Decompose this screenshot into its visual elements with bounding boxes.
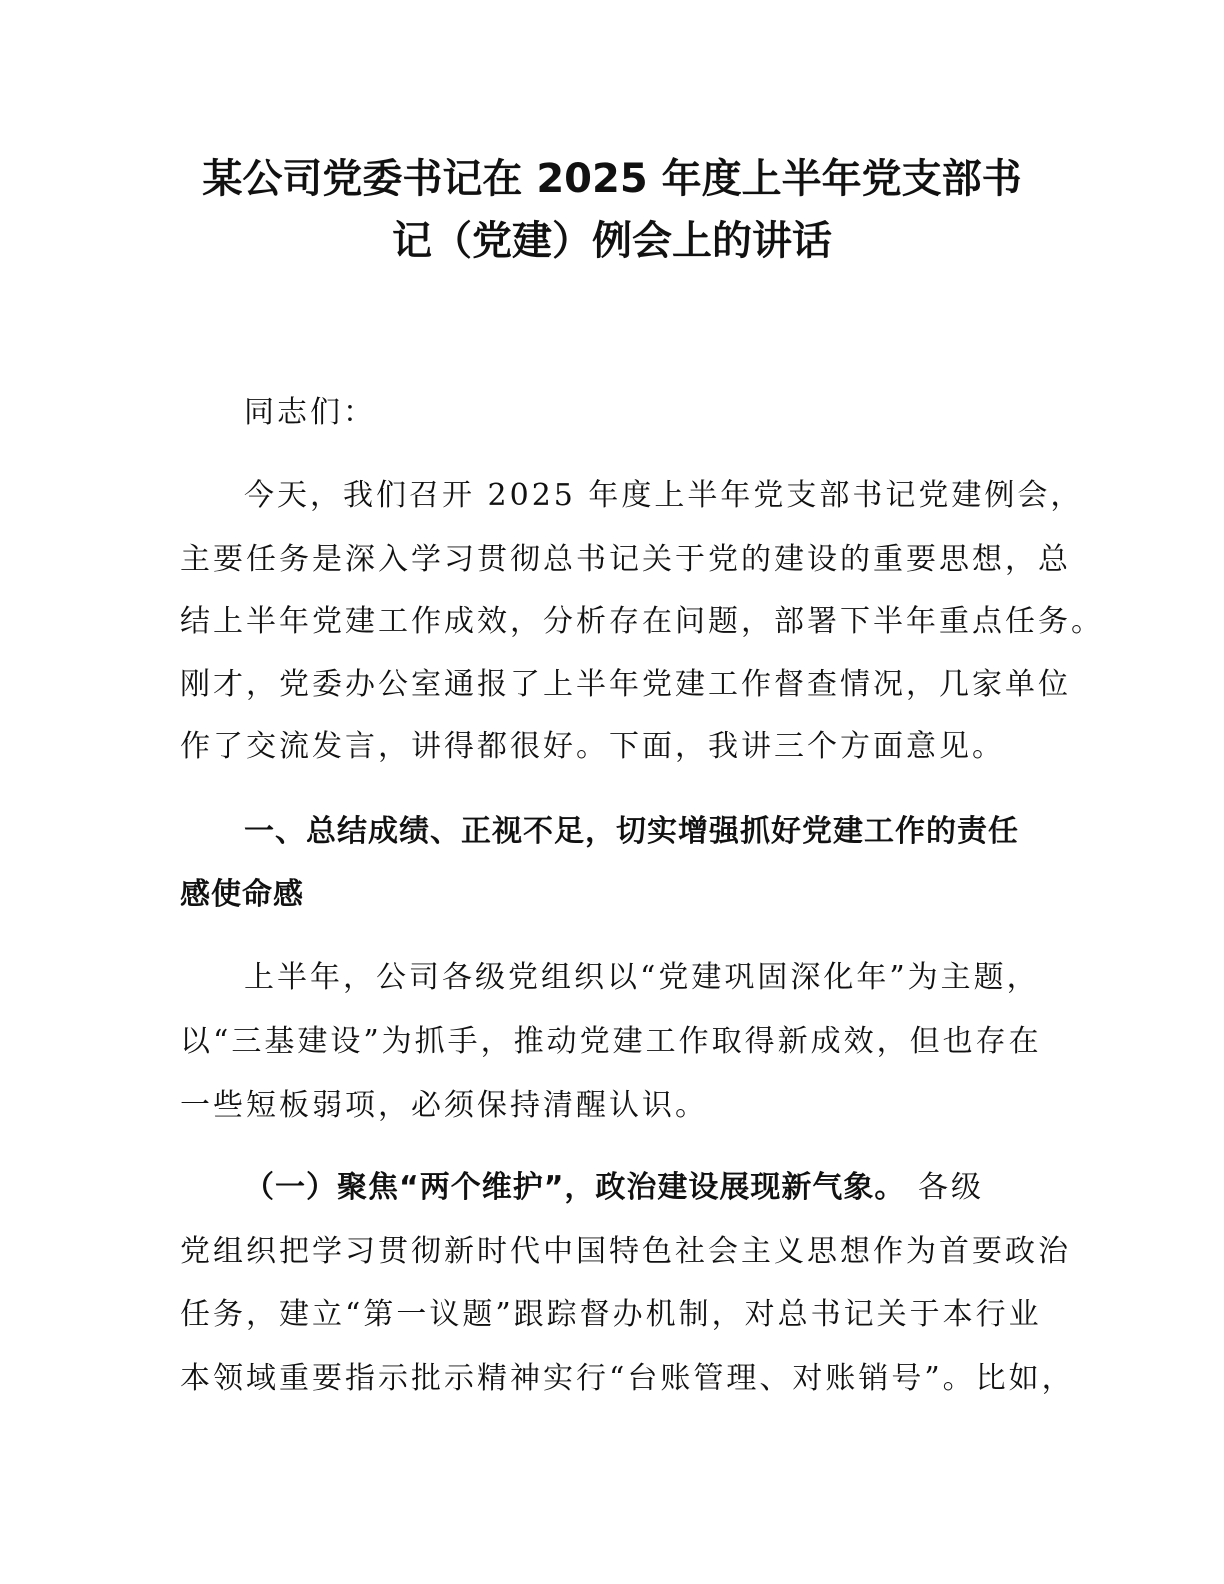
subheading-1-tail: 各级 <box>905 1170 984 1205</box>
subheading-1-line <box>244 1166 1124 1210</box>
paragraph-3-line-2: 任务，建立“第一议题”跟踪督办机制，对总书记关于本行业 <box>180 1297 1042 1332</box>
paragraph-2-line-1: 上半年，公司各级党组织以“党建巩固深化年”为主题， <box>244 960 1040 995</box>
salutation: 同志们： <box>244 395 376 430</box>
document-title-line-2: 记（党建）例会上的讲话 <box>392 218 832 264</box>
paragraph-1-line-5: 作了交流发言，讲得都很好。下面，我讲三个方面意见。 <box>180 729 1005 764</box>
section-heading-1-line-1: 一、总结成绩、正视不足，切实增强抓好党建工作的责任 <box>244 814 1019 849</box>
paragraph-1-line-1: 今天，我们召开 2025 年度上半年党支部书记党建例会， <box>244 478 1084 513</box>
subheading-1: （一）聚焦“两个维护”，政治建设展现新气象。 <box>244 1170 906 1205</box>
paragraph-1-line-3: 结上半年党建工作成效，分析存在问题，部署下半年重点任务。 <box>180 604 1104 639</box>
paragraph-2-line-3: 一些短板弱项，必须保持清醒认识。 <box>180 1088 708 1123</box>
paragraph-2-line-2: 以“三基建设”为抓手，推动党建工作取得新成效，但也存在 <box>180 1024 1042 1059</box>
paragraph-3-line-1: 党组织把学习贯彻新时代中国特色社会主义思想作为首要政治 <box>180 1234 1071 1269</box>
paragraph-3-line-3: 本领域重要指示批示精神实行“台账管理、对账销号”。比如， <box>180 1361 1075 1396</box>
document-title-line-1: 某公司党委书记在 2025 年度上半年党支部书 <box>202 156 1022 202</box>
paragraph-1-line-4: 刚才，党委办公室通报了上半年党建工作督查情况，几家单位 <box>180 667 1071 702</box>
paragraph-1-line-2: 主要任务是深入学习贯彻总书记关于党的建设的重要思想，总 <box>180 542 1071 577</box>
section-heading-1-line-2: 感使命感 <box>180 877 304 912</box>
